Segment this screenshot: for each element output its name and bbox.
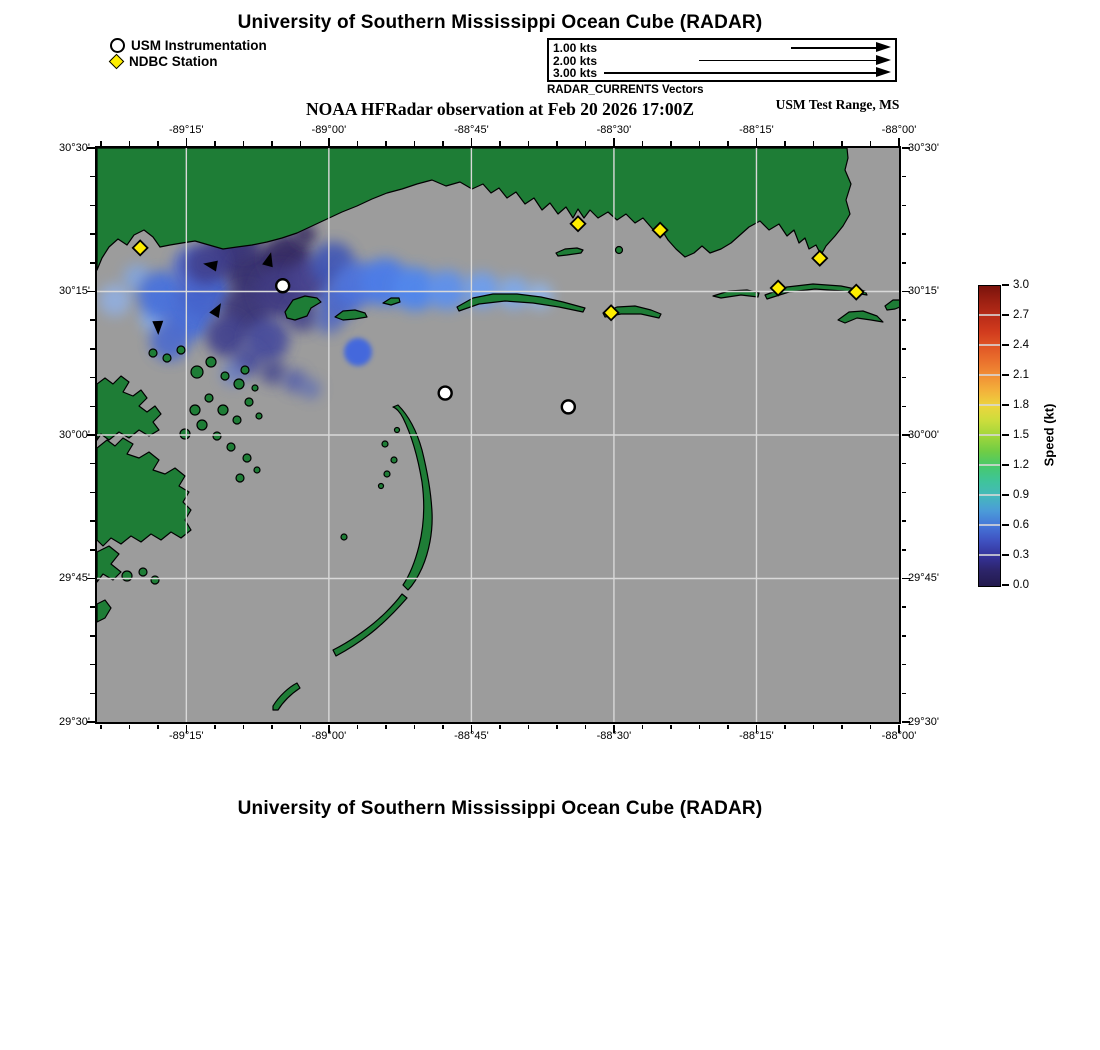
colorbar-tick — [1002, 374, 1009, 376]
map-area — [97, 148, 899, 722]
axis-tick-right — [902, 635, 907, 637]
speed-blob — [344, 338, 372, 366]
axis-tick-bottom — [414, 725, 416, 730]
colorbar-tick-label: 1.2 — [1013, 459, 1029, 471]
marsh-islet — [190, 405, 200, 415]
axis-tick-right — [902, 406, 907, 408]
axis-tick-bottom — [129, 725, 131, 730]
axis-tick-right — [902, 377, 907, 379]
marsh-islet — [256, 413, 262, 419]
vector-scale-label: 2.00 kts — [553, 53, 598, 68]
axis-tick-left — [90, 176, 95, 178]
axis-tick-left — [90, 693, 95, 695]
marsh-islet — [122, 571, 132, 581]
axis-tick-bottom — [727, 725, 729, 730]
lat-label-left: 30°30' — [59, 141, 90, 154]
colorbar-gridline — [979, 554, 1000, 555]
symbol-legend — [110, 37, 267, 69]
axis-tick-bottom — [813, 725, 815, 730]
axis-tick-right — [902, 549, 907, 551]
marsh-islet — [382, 441, 388, 447]
speed-blob — [498, 277, 530, 309]
marsh-islet — [243, 454, 251, 462]
map-canvas — [97, 148, 899, 722]
axis-tick-left — [90, 205, 95, 207]
colorbar-gridline — [979, 494, 1000, 495]
axis-tick-top — [129, 141, 131, 146]
axis-tick-left — [90, 520, 95, 522]
axis-tick-top — [613, 138, 615, 146]
usm-circle-icon — [110, 38, 125, 53]
lat-label-right: 29°45' — [908, 572, 939, 584]
axis-tick-bottom — [670, 725, 672, 730]
colorbar-gridline — [979, 434, 1000, 435]
lat-label-left: 29°30' — [59, 715, 90, 728]
axis-tick-bottom — [214, 725, 216, 730]
axis-tick-right — [902, 492, 907, 494]
lon-label-bottom: -89°00' — [311, 730, 347, 742]
axis-tick-top — [243, 141, 245, 146]
vector-scale-line — [699, 60, 876, 62]
axis-tick-top — [813, 141, 815, 146]
colorbar-tick-label: 0.3 — [1013, 549, 1029, 561]
axis-tick-top — [214, 141, 216, 146]
vector-scale-caption: RADAR_CURRENTS Vectors — [547, 84, 704, 96]
vector-scale-label: 1.00 kts — [553, 41, 598, 55]
colorbar-tick-label: 3.0 — [1013, 279, 1029, 291]
page-title: University of Southern Mississippi Ocean Cube (RADAR) — [237, 12, 763, 33]
axis-tick-top — [727, 141, 729, 146]
marsh-islet — [151, 576, 159, 584]
axis-tick-top — [642, 141, 644, 146]
colorbar-tick-label: 0.9 — [1013, 489, 1029, 501]
legend-item — [110, 37, 267, 53]
axis-tick-left — [90, 348, 95, 350]
marsh-islet — [245, 398, 253, 406]
colorbar-gridline — [979, 464, 1000, 465]
lon-label-top: -88°30' — [596, 124, 632, 136]
axis-tick-bottom — [556, 725, 558, 730]
axis-tick-top — [670, 141, 672, 146]
vector-scale-line — [791, 47, 876, 49]
legend-item-label: NDBC Station — [129, 53, 218, 69]
axis-tick-top — [556, 141, 558, 146]
axis-tick-bottom — [499, 725, 501, 730]
axis-tick-top — [841, 141, 843, 146]
axis-tick-top — [100, 141, 102, 146]
axis-tick-top — [471, 138, 473, 146]
lat-label-left: 30°15' — [59, 285, 90, 297]
lon-label-top: -89°15' — [169, 124, 204, 136]
marsh-islet — [139, 568, 147, 576]
axis-tick-top — [870, 141, 872, 146]
lon-label-top: -89°00' — [311, 124, 347, 136]
vector-arrowhead — [876, 55, 891, 65]
marsh-islet — [391, 457, 397, 463]
vector-scale-line — [604, 72, 876, 74]
colorbar-tick — [1002, 434, 1009, 436]
speed-blob — [99, 284, 131, 316]
lon-label-top: -88°15' — [739, 124, 774, 136]
axis-tick-top — [585, 141, 587, 146]
axis-tick-bottom — [784, 725, 786, 730]
axis-tick-right — [902, 693, 907, 695]
colorbar-tick — [1002, 344, 1009, 346]
axis-tick-right — [902, 520, 907, 522]
axis-tick-top — [756, 138, 758, 146]
axis-tick-top — [898, 138, 900, 146]
observation-subtitle: NOAA HFRadar observation at Feb 20 2026 17:00Z — [305, 99, 695, 119]
axis-tick-bottom — [699, 725, 701, 730]
axis-tick-top — [385, 141, 387, 146]
colorbar-tick — [1002, 404, 1009, 406]
colorbar — [978, 285, 1001, 587]
marsh-islet — [149, 349, 157, 357]
colorbar-gridline — [979, 344, 1000, 345]
colorbar-gridline — [979, 524, 1000, 525]
axis-tick-bottom — [528, 725, 530, 730]
lat-label-right: 30°15' — [908, 285, 939, 297]
colorbar-tick — [1002, 554, 1009, 556]
speed-blob — [427, 270, 467, 310]
marsh-islet — [252, 385, 258, 391]
colorbar-tick-label: 1.8 — [1013, 399, 1029, 411]
marsh-islet — [234, 379, 244, 389]
axis-tick-right — [902, 664, 907, 666]
axis-tick-top — [414, 141, 416, 146]
axis-tick-top — [442, 141, 444, 146]
marsh-islet — [163, 354, 171, 362]
marsh-islet — [213, 432, 221, 440]
axis-tick-left — [90, 319, 95, 321]
vector-scale-row — [549, 54, 895, 67]
marsh-islet — [233, 416, 241, 424]
axis-tick-right — [902, 463, 907, 465]
axis-tick-top — [328, 138, 330, 146]
marsh-islet — [197, 420, 207, 430]
axis-tick-top — [300, 141, 302, 146]
colorbar-title: Speed (kt) — [1041, 403, 1057, 467]
lat-label-left: 29°45' — [59, 572, 90, 584]
region-label: USM Test Range, MS — [775, 97, 900, 112]
lat-label-right: 30°00' — [908, 428, 939, 441]
marsh-islet — [341, 534, 347, 540]
axis-tick-bottom — [841, 725, 843, 730]
marsh-islet — [191, 366, 203, 378]
lat-label-right: 30°30' — [908, 141, 939, 154]
colorbar-tick — [1002, 314, 1009, 316]
axis-tick-left — [90, 635, 95, 637]
axis-tick-top — [186, 138, 188, 146]
axis-tick-bottom — [442, 725, 444, 730]
axis-tick-left — [90, 406, 95, 408]
colorbar-gridline — [979, 314, 1000, 315]
colorbar-gridline — [979, 374, 1000, 375]
lon-label-bottom: -89°15' — [169, 730, 204, 742]
axis-tick-bottom — [271, 725, 273, 730]
vector-scale-row — [549, 41, 895, 54]
marsh-islet — [395, 428, 400, 433]
axis-tick-left — [90, 664, 95, 666]
marsh-islet — [379, 484, 384, 489]
footer-title: University of Southern Mississippi Ocean Cube (RADAR) — [237, 798, 763, 819]
axis-tick-right — [902, 205, 907, 207]
lon-label-bottom: -88°15' — [739, 730, 774, 742]
colorbar-tick — [1002, 284, 1009, 286]
marsh-islet — [218, 405, 228, 415]
usm-instrument-marker — [276, 279, 289, 292]
colorbar-tick-label: 0.0 — [1013, 579, 1029, 591]
colorbar-tick-label: 0.6 — [1013, 519, 1029, 531]
axis-tick-right — [902, 262, 907, 264]
axis-tick-left — [90, 606, 95, 608]
speed-blob — [301, 379, 321, 399]
speed-blob — [260, 359, 286, 385]
axis-tick-top — [357, 141, 359, 146]
legend-item — [110, 53, 267, 69]
lon-label-top: -88°00' — [881, 124, 917, 136]
axis-tick-right — [902, 176, 907, 178]
island-round — [616, 247, 623, 254]
vector-arrowhead — [876, 67, 891, 77]
axis-tick-left — [90, 463, 95, 465]
colorbar-gridline — [979, 404, 1000, 405]
axis-tick-top — [271, 141, 273, 146]
colorbar-tick-label: 2.4 — [1013, 339, 1029, 351]
colorbar-tick-label: 1.5 — [1013, 429, 1029, 441]
lat-label-left: 30°00' — [59, 428, 90, 441]
colorbar-tick — [1002, 464, 1009, 466]
colorbar-tick — [1002, 494, 1009, 496]
lon-label-bottom: -88°45' — [454, 730, 489, 742]
axis-tick-bottom — [100, 725, 102, 730]
axis-tick-left — [90, 262, 95, 264]
axis-tick-left — [90, 233, 95, 235]
marsh-islet — [221, 372, 229, 380]
axis-tick-bottom — [243, 725, 245, 730]
lon-label-bottom: -88°00' — [881, 730, 917, 742]
usm-instrument-marker — [562, 400, 575, 413]
axis-tick-right — [902, 348, 907, 350]
marsh-islet — [384, 471, 390, 477]
axis-tick-left — [90, 492, 95, 494]
marsh-islet — [254, 467, 260, 473]
axis-tick-bottom — [642, 725, 644, 730]
axis-tick-top — [157, 141, 159, 146]
marsh-islet — [180, 429, 190, 439]
axis-tick-right — [902, 233, 907, 235]
axis-tick-bottom — [585, 725, 587, 730]
marsh-islet — [177, 346, 185, 354]
lon-label-bottom: -88°30' — [596, 730, 632, 742]
lon-label-top: -88°45' — [454, 124, 489, 136]
axis-tick-bottom — [157, 725, 159, 730]
axis-tick-bottom — [300, 725, 302, 730]
marsh-islet — [205, 394, 213, 402]
usm-instrument-marker — [439, 387, 452, 400]
marsh-islet — [236, 474, 244, 482]
axis-tick-top — [784, 141, 786, 146]
colorbar-tick — [1002, 524, 1009, 526]
axis-tick-bottom — [385, 725, 387, 730]
marsh-islet — [206, 357, 216, 367]
colorbar-tick-label: 2.1 — [1013, 369, 1029, 381]
colorbar-tick-label: 2.7 — [1013, 309, 1029, 321]
axis-tick-right — [902, 319, 907, 321]
axis-tick-bottom — [357, 725, 359, 730]
colorbar-tick — [1002, 584, 1009, 586]
marsh-islet — [227, 443, 235, 451]
ndbc-diamond-icon — [109, 53, 125, 69]
axis-tick-top — [528, 141, 530, 146]
vector-scale-label: 3.00 kts — [553, 66, 598, 81]
axis-tick-left — [90, 377, 95, 379]
axis-tick-right — [902, 606, 907, 608]
vector-arrowhead — [876, 42, 891, 52]
axis-tick-top — [699, 141, 701, 146]
axis-tick-left — [90, 549, 95, 551]
vector-scale-box — [547, 38, 897, 82]
axis-tick-bottom — [870, 725, 872, 730]
axis-tick-top — [499, 141, 501, 146]
legend-item-label: USM Instrumentation — [131, 37, 267, 53]
marsh-islet — [241, 366, 249, 374]
lat-label-right: 29°30' — [908, 715, 939, 728]
vector-scale-row — [549, 66, 895, 79]
